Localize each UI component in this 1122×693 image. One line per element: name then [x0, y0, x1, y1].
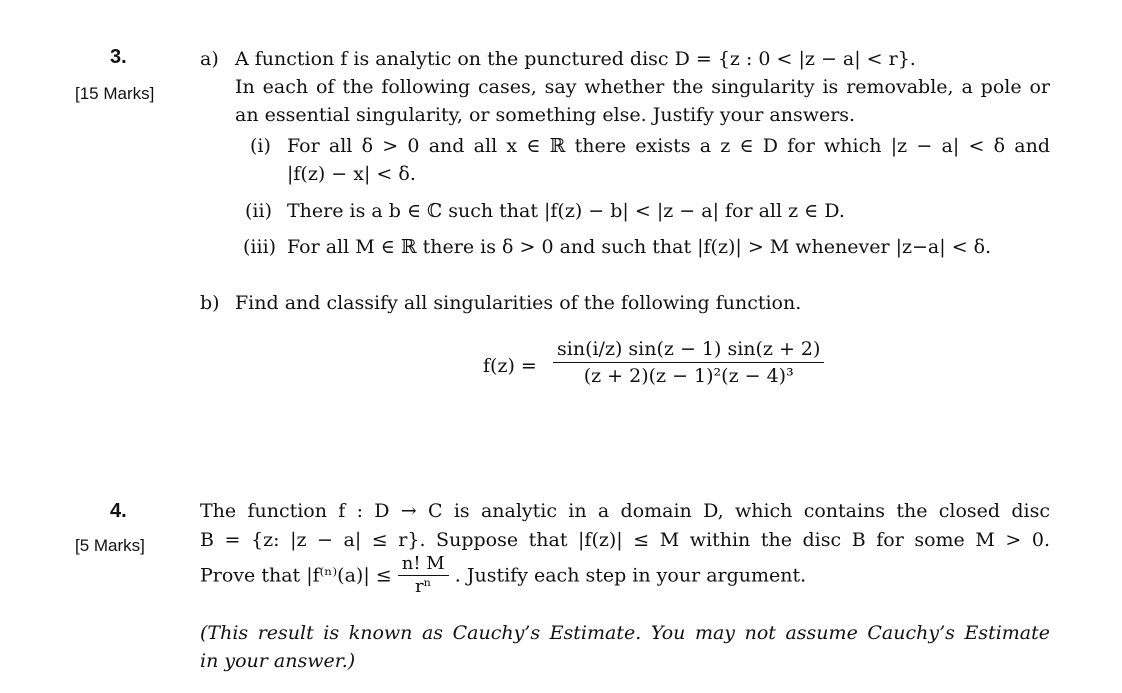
item-ii-label: (ii)	[245, 200, 272, 222]
function-lhs: f(z) =	[483, 355, 537, 377]
function-numerator: sin(i/z) sin(z − 1) sin(z + 2)	[553, 336, 824, 363]
question-3-number: 3.	[110, 46, 127, 68]
part-a-line-3: an essential singularity, or something else. Justify your answers.	[235, 104, 856, 126]
q4-note-line-1: (This result is known as Cauchy’s Estimate. You may not assume Cauchy’s Estimate	[200, 622, 1050, 644]
function-denominator: (z + 2)(z − 1)²(z − 4)³	[583, 365, 794, 387]
item-i-label: (i)	[250, 135, 271, 157]
part-a-line-1: A function f is analytic on the punctured disc D = {z : 0 < |z − a| < r}.	[235, 48, 916, 70]
function-fraction	[553, 336, 824, 389]
item-i-line-1: For all δ > 0 and all x ∈ ℝ there exists a z ∈ D for which |z − a| < δ and	[287, 135, 1050, 157]
q4-fraction	[398, 553, 449, 598]
part-b-text: Find and classify all singularities of the following function.	[235, 292, 802, 314]
item-iii-text: For all M ∈ ℝ there is δ > 0 and such that |f(z)| > M whenever |z−a| < δ.	[287, 236, 992, 258]
question-4-number: 4.	[110, 500, 127, 522]
question-4-marks: [5 Marks]	[75, 536, 145, 555]
q4-note-line-2: in your answer.)	[200, 650, 356, 672]
item-ii-text: There is a b ∈ ℂ such that |f(z) − b| < |z − a| for all z ∈ D.	[287, 200, 845, 222]
q4-fraction-numerator: n! M	[398, 553, 449, 576]
question-3-marks: [15 Marks]	[75, 84, 155, 103]
q4-line-3-suffix: . Justify each step in your argument.	[454, 564, 807, 587]
part-b-label: b)	[200, 292, 220, 314]
q4-line-3	[200, 553, 806, 598]
q4-line-2: B = {z: |z − a| ≤ r}. Suppose that |f(z)| ≤ M within the disc B for some M > 0.	[200, 529, 1050, 551]
q4-line-1: The function f : D → C is analytic in a domain D, which contains the closed disc	[200, 500, 1050, 522]
part-a-line-2: In each of the following cases, say whether the singularity is removable, a pole or	[235, 76, 1050, 98]
q4-fraction-denominator: rⁿ	[415, 576, 432, 597]
part-a-label: a)	[200, 48, 219, 70]
q4-line-3-prefix: Prove that |f⁽ⁿ⁾(a)| ≤	[200, 564, 392, 587]
item-iii-label: (iii)	[243, 236, 277, 258]
item-i-line-2: |f(z) − x| < δ.	[287, 163, 416, 185]
